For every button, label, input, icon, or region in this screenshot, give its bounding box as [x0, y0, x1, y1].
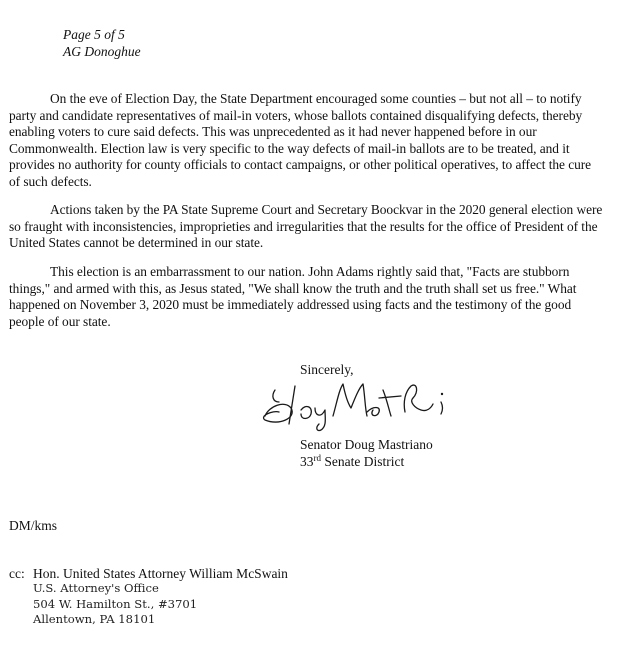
- paragraph-line: On the eve of Election Day, the State Department encouraged some counties – but not all – to notify: [50, 91, 582, 106]
- cc-recipient: Hon. United States Attorney William McSwain: [33, 566, 288, 581]
- typist-initials: DM/kms: [9, 518, 58, 533]
- paragraph-line: Actions taken by the PA State Supreme Court and Secretary Boockvar in the 2020 general election were: [50, 202, 603, 217]
- paragraph-3: [9, 264, 637, 330]
- page-number: Page 5 of 5: [63, 27, 125, 42]
- cc-address-line: Allentown, PA 18101: [33, 612, 156, 626]
- paragraph-2: [9, 202, 637, 252]
- district-number: 33: [300, 454, 314, 469]
- district-suffix: rd: [313, 453, 321, 463]
- cc-address: [9, 581, 288, 628]
- paragraph-line: enabling voters to cure said defects. This was unprecedented as it had never happened before in our: [9, 124, 537, 140]
- paragraph-line: so fraught with inconsistencies, improprieties and irregularities that the results for the office of President of the: [9, 218, 598, 234]
- paragraph-line: This election is an embarrassment to our nation. John Adams rightly said that, "Facts are stubborn: [50, 264, 570, 279]
- paragraph-line: of such defects.: [9, 173, 92, 189]
- cc-block: [9, 566, 288, 628]
- closing-salutation: Sincerely,: [300, 362, 354, 377]
- district-rest: Senate District: [321, 454, 405, 469]
- paragraph-line: party and candidate representatives of mail-in voters, whose ballots contained disqualifying defects, thereby: [9, 107, 583, 123]
- cc-address-line: U.S. Attorney's Office: [33, 581, 159, 595]
- cc-label: cc:: [9, 566, 25, 581]
- signer-name: Senator Doug Mastriano: [300, 437, 433, 452]
- paragraph-line: provides no authority for county officials to contact campaigns, or other political operatives, to affect the cure: [9, 157, 592, 173]
- signer-district: [300, 453, 433, 470]
- paragraph-1: [9, 91, 637, 191]
- paragraph-line: United States cannot be determined in our state.: [9, 235, 264, 251]
- cc-address-line: 504 W. Hamilton St., #3701: [33, 596, 198, 611]
- paragraph-line: people of our state.: [9, 313, 111, 329]
- recipient-short: AG Donoghue: [63, 44, 141, 59]
- paragraph-line: happened on November 3, 2020 must be immediately addressed using facts and the testimony of the good: [9, 297, 572, 313]
- signature-block: [300, 436, 433, 470]
- page-header: [63, 26, 141, 60]
- handwritten-signature: [255, 372, 470, 432]
- paragraph-line: Commonwealth. Election law is very specific to the way defects of mail-in ballots are to be treated, and it: [9, 140, 570, 156]
- paragraph-line: things," and armed with this, as Jesus stated, "We shall know the truth and the truth shall set us free." What: [9, 280, 577, 296]
